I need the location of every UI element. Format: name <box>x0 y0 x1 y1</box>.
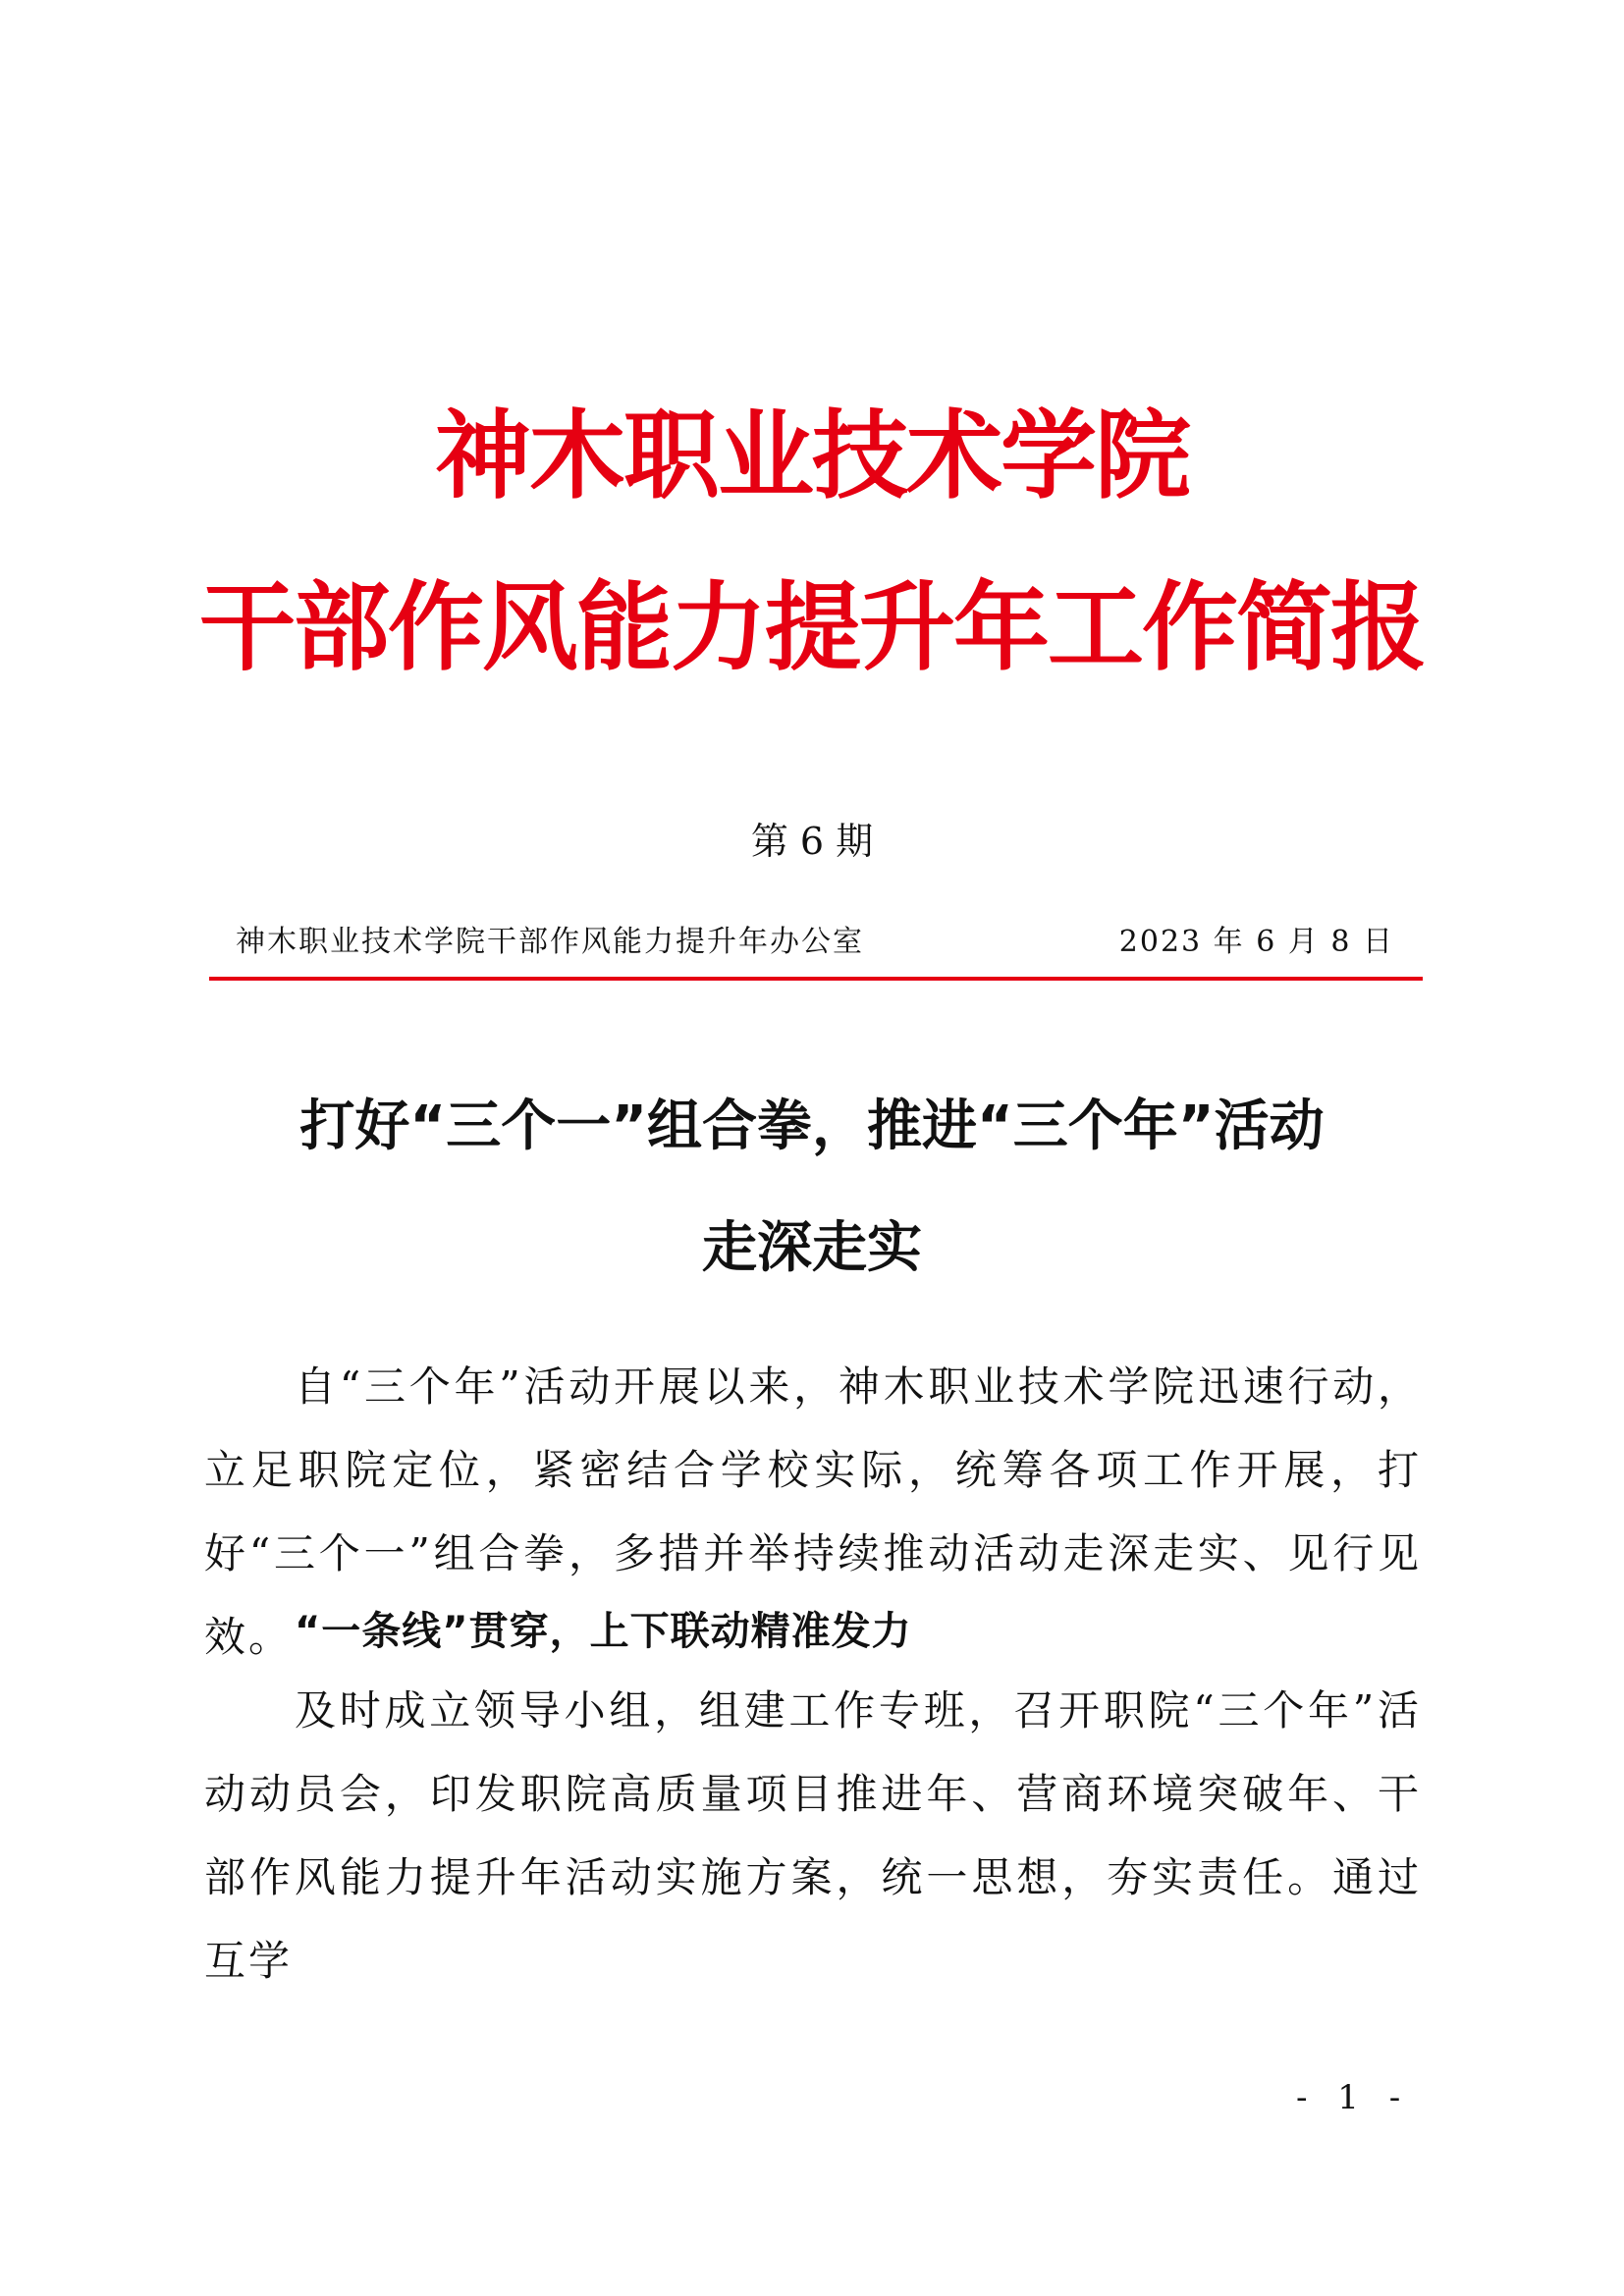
section-subheading: “一条线”贯穿，上下联动精准发力 <box>295 1609 912 1654</box>
issuer-office: 神木职业技术学院干部作风能力提升年办公室 <box>236 925 864 959</box>
page-number: - 1 - <box>1296 2078 1411 2117</box>
issue-date: 2023 年 6 月 8 日 <box>1118 925 1394 959</box>
issuer-row <box>236 918 1394 967</box>
red-divider <box>209 977 1423 981</box>
masthead-bulletin-title: 干部作风能力提升年工作简报 <box>198 571 1425 684</box>
paragraph-intro: 自“三个年”活动开展以来，神木职业技术学院迅速行动，立足职院定位，紧密结合学校实际，统筹各项工作开展，打好“三个一”组合拳，多措并举持续推动活动走深走实、见行见效。 <box>204 1362 1422 1661</box>
article-title-line-1: 打好“三个一”组合拳，推进“三个年”活动 <box>299 1095 1325 1158</box>
masthead-school-name: 神木职业技术学院 <box>434 400 1189 512</box>
issue-number: 第 6 期 <box>750 820 874 863</box>
article-title-line-2: 走深走实 <box>702 1216 922 1280</box>
paragraph-section-1: 及时成立领导小组，组建工作专班，召开职院“三个年”活动动员会，印发职院高质量项目推进年、营商环境突破年、干部作风能力提升年活动实施方案，统一思想，夯实责任。通过互学 <box>204 1686 1422 1985</box>
